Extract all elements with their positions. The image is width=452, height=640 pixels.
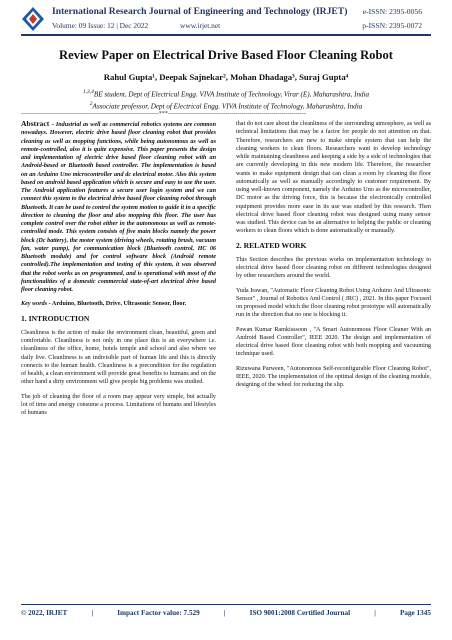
footer-iso: ISO 9001:2008 Certified Journal	[249, 609, 351, 617]
keywords	[21, 300, 216, 308]
related-work-paragraph-1: This Section describes the previous works on implementation technology to electrical drive based floor cleaning robot on different technologies designed by other researchers around the world.	[236, 256, 431, 280]
abstract	[21, 120, 216, 294]
irjet-logo	[21, 6, 45, 32]
page-footer	[21, 609, 431, 617]
section-divider: ---------------------------------------------------------------------***---------------------------------------------------------------------	[21, 111, 306, 117]
footer-rule	[21, 604, 431, 605]
author-list: Rahul Gupta¹, Deepak Sajnekar², Mohan Dhadaga³, Suraj Gupta⁴	[103, 72, 349, 82]
footer-separator: |	[91, 609, 94, 617]
footer-copyright: © 2022, IRJET	[21, 609, 68, 617]
introduction-paragraph-2: The job of cleaning the floor of a room may appear very simple, but actually lot of time and energy consume a process. Limitations of humans and lifestyles of humans	[21, 393, 216, 416]
keywords-label: Key words -	[21, 301, 51, 308]
introduction-continued: that do not care about the cleanliness of the surrounding atmosphere, as well as technical limitations that may be a factor for people do not attention on that. Therefore, researchers are new to make simple system that can help the cleaning workers to clean floors. Researchers want to develop technology while maintaining cleanliness and keeping a side by a side of technologies that are currently developing in this new modern life. Therefore, the researcher wants to make equipment design that can clean a room by cleaning the floor automatically as well as manually accordingly to customer requirement. By using well-known component, namely the Arduino Uno as the microcontroller, DC motor as the driving force, this is because the electronically controlled equipment provides more ease in its use was studied by this research. Then electrical drive based floor cleaning robot was designed using many sensor was studied. This device can be an alternative to helping the public or cleaning workers to clean floors which is done automatically or manually.	[236, 121, 431, 235]
journal-website: www.irjet.net	[180, 21, 221, 30]
affiliation-1-marker: 1,3,4	[82, 89, 94, 95]
journal-title: International Research Journal of Engineering and Technology (IRJET)	[52, 6, 348, 17]
keywords-text: Arduino, Bluetooth, Drive, Ultrasonic Sensor, floor.	[51, 301, 187, 308]
volume-issue: Volume: 09 Issue: 12 | Dec 2022	[52, 21, 149, 30]
introduction-heading: 1. INTRODUCTION	[21, 313, 90, 323]
abstract-label: Abstract -	[21, 119, 54, 128]
journal-subline	[52, 21, 250, 30]
affiliation-1-text: BE student, Dept of Electrical Engg. VIVA Institute of Technology, Virar (E), Maharashtra, India	[93, 90, 370, 99]
affiliation-2-text: Associate professor, Dept of Electrical Engg. VIVA Institute of Technology, Maharashtra, India	[92, 102, 363, 111]
header-rule	[21, 34, 431, 36]
footer-separator: |	[374, 609, 376, 617]
related-work-reference-2: Pawan Kumar Ramkisssoon , "A Smart Autonomous Floor Cleaner With an Android Based Controller", IEEE 2020. The design and implementation of electrical drive based floor cleaning robot with both mopping and vacuuming technique used.	[236, 326, 431, 358]
affiliation-2	[0, 101, 452, 110]
footer-page-number: Page 1345	[399, 609, 431, 617]
abstract-text: Industrial as well as commercial robotics systems are common nowadays. However, electric drive based floor cleaning robot that provides cleaning as well as mopping functions, while being autonomous as well as remote-controlled, also it is quite expensive. This paper presents the design and implementation of electric drive based floor cleaning robot with an Android-based or Bluetooth based controller. The implementation is based on an Arduino Uno microcontroller and dc electrical motor. Also this system based on android based application which is secure and easy to use the user. The Android application features a secure user login system and we can connect this system to the electrical drive based floor cleaning robot through Bluetooth. It can be used to control the system motion to guide it in a specific direction to cleaning the floor and also mopping this floor. The user has complete control over the robot either in the autonomous as well as remote-controlled mode. This system consists of five main blocks namely the power block (Dc battery), the motor system (driving wheels, rotating brush, vacuum fan, water pump), for communication block (Bluetooth control, HC 06 Bluetooth module) and for control software block (Android remote controlled).The implementation and testing of this system, it was observed that the robot works as on programmed, and is operational with most of the functionalities of a domestic commercial state-of-art electrical drive based floor cleaning robot.	[21, 122, 216, 293]
right-column	[236, 120, 431, 395]
related-work-heading: 2. RELATED WORK	[236, 240, 307, 250]
footer-impact-factor: Impact Factor value: 7.529	[117, 609, 200, 617]
p-issn: p-ISSN: 2395-0072	[362, 21, 422, 30]
related-work-reference-1: Yuda Irawan, "Automatic Floor Cleaning Robot Using Arduino And Ultrasonic Sensor" , Journal of Robotics And Control ( JRC) , 2021. In this paper Focused on proposed model which the floor cleaning robot prototype will automatically run in the direction that no one is blocking it.	[236, 287, 431, 319]
introduction-paragraph-1: Cleanliness is the action of make the environment clean, beautiful, green and comfortable. Cleanliness is not only in one place this is an everywhere i.e. cleanliness of the office, home, hotels temple and school and also where we daily live. Cleanliness is an indivisible part of human life and this is directly connects to the human health. Cleanliness is a precondition for the regulation of health, a clean environment will provide great benefits to humans and on the other hand a dirty environment will give people big problems was studied.	[21, 329, 216, 386]
related-work-reference-3: Rizuwana Parween, "Autonomous Self-reconfigurable Floor Cleaning Robot", IEEE, 2020. The implementation of the optimal design of the cleaning module, designing of the wheel for reducing the slip.	[236, 365, 431, 388]
paper-title: Review Paper on Electrical Drive Based Floor Cleaning Robot	[59, 48, 393, 62]
e-issn: e-ISSN: 2395-0056	[362, 7, 422, 16]
footer-separator: |	[223, 609, 226, 617]
left-column	[21, 120, 216, 423]
affiliation-2-marker: 2	[89, 101, 93, 107]
affiliation-1	[0, 89, 452, 98]
